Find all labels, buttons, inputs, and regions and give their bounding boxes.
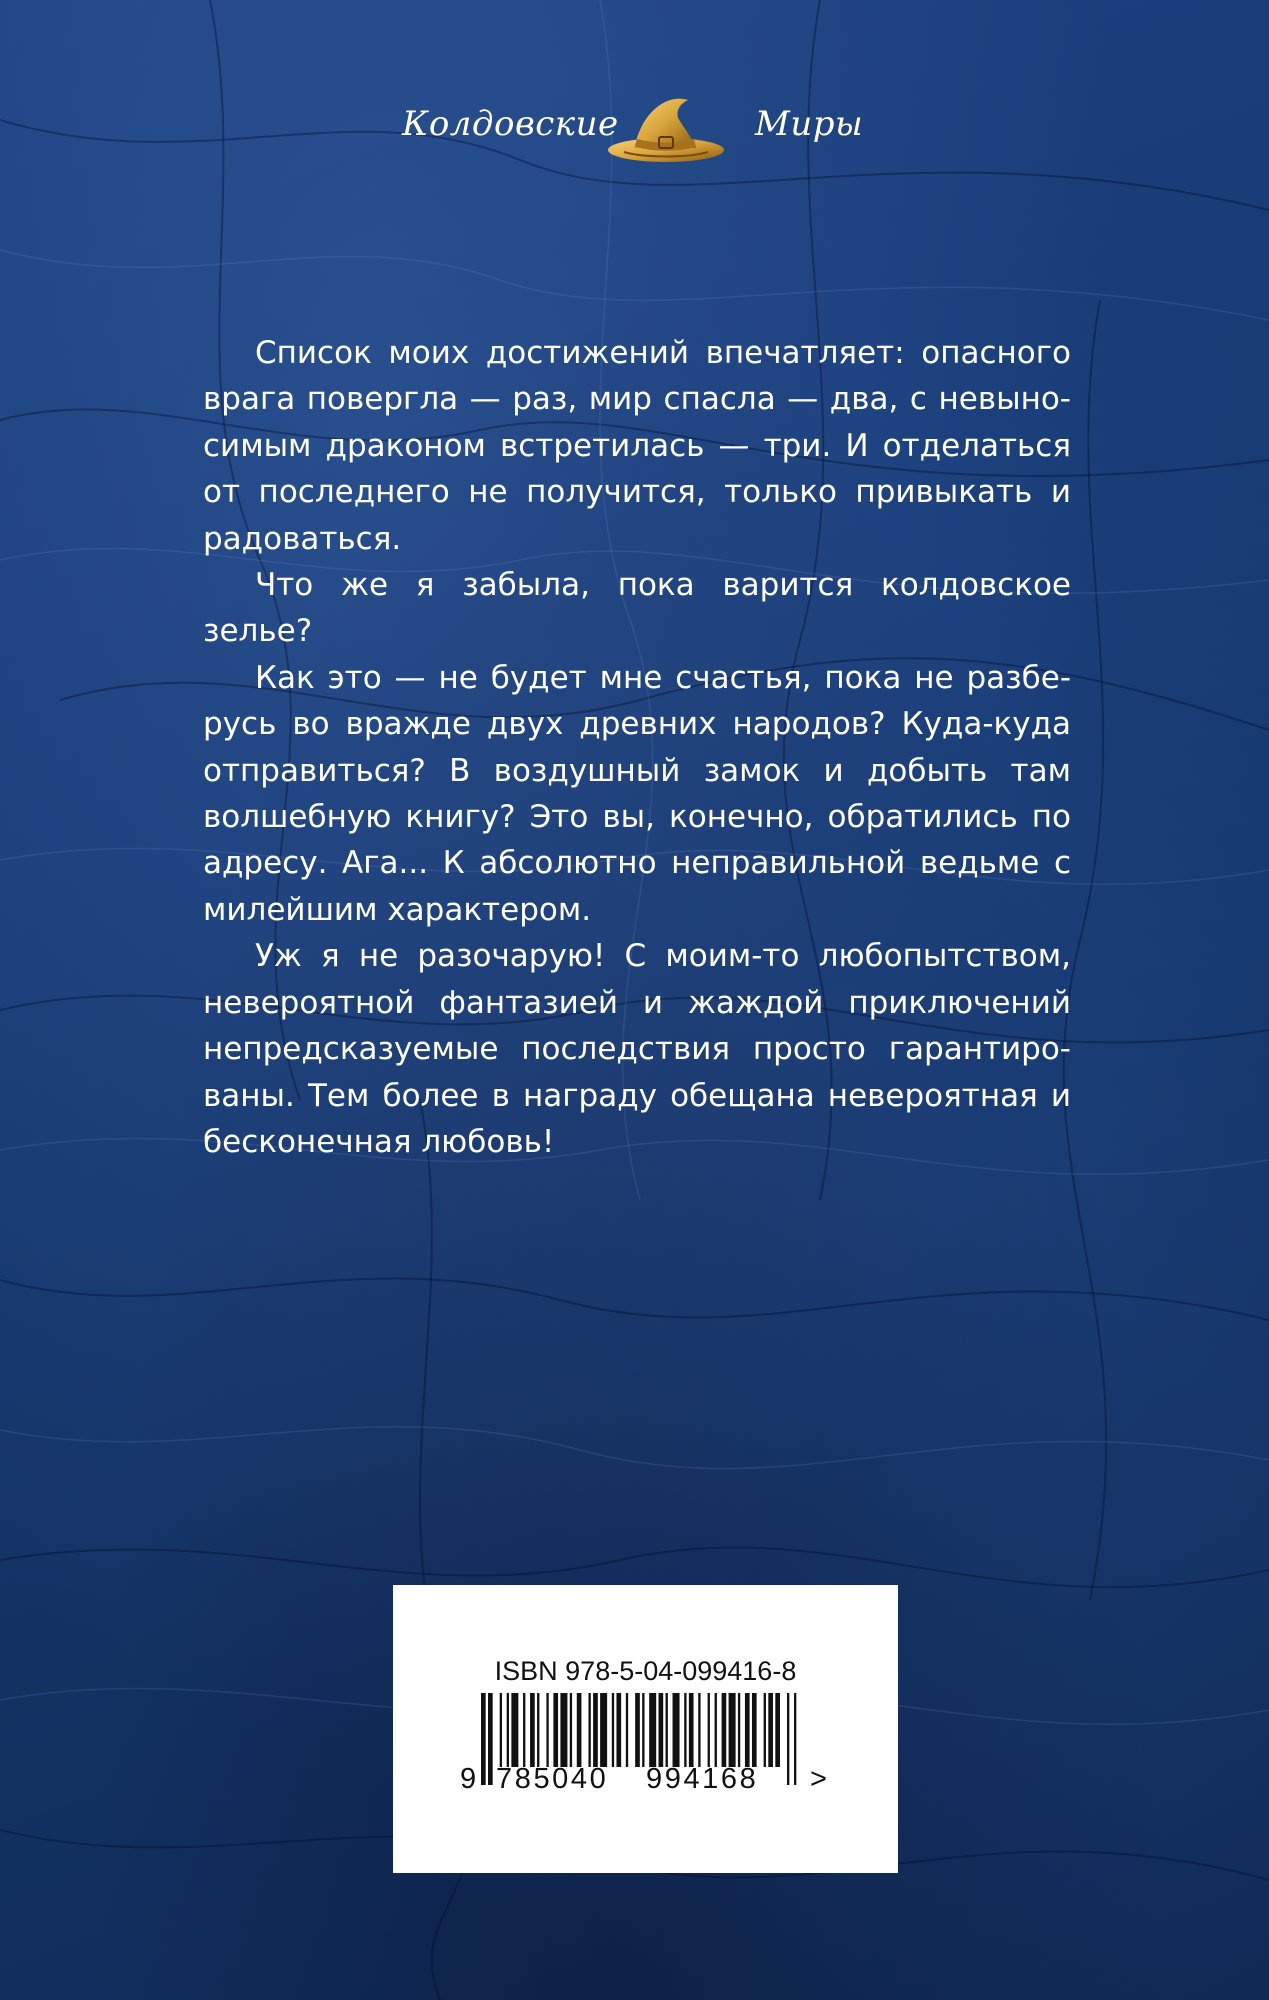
barcode-bar	[500, 1693, 502, 1767]
barcode-bar	[626, 1693, 628, 1767]
barcode-bar	[642, 1693, 644, 1767]
barcode-bar	[708, 1693, 710, 1767]
barcode-bar	[537, 1693, 539, 1767]
barcode-bar	[488, 1693, 493, 1785]
barcode-bar	[530, 1693, 535, 1767]
blurb-paragraph: Уж я не разочарую! С моим-то любопытством, невероятной фантазией и жаждой приключений непредсказуемые последствия просто гарантиро-ваны. Тем более в награду обещана невероятная и бесконечная любовь!	[203, 938, 1071, 1160]
barcode-bar	[764, 1693, 766, 1767]
barcode-bar	[684, 1693, 686, 1767]
series-name-right: Миры	[755, 104, 864, 144]
barcode-bar	[775, 1693, 780, 1767]
barcode-bar	[616, 1693, 621, 1767]
barcode-panel	[393, 1585, 898, 1873]
barcode-bar	[649, 1693, 656, 1767]
barcode-bar	[600, 1693, 607, 1767]
barcode-bar	[666, 1693, 668, 1767]
isbn-label: ISBN 978-5-04-099416-8	[494, 1656, 797, 1686]
barcode-bar	[523, 1693, 525, 1767]
barcode-bar	[659, 1693, 664, 1767]
barcode-bar	[511, 1693, 518, 1767]
barcode-bar	[768, 1693, 773, 1767]
barcode-bar	[689, 1693, 694, 1767]
barcode-bar	[570, 1693, 572, 1767]
barcode-bar	[577, 1693, 582, 1767]
blurb-paragraph: Что же я забыла, пока варится колдовское зелье?	[203, 567, 1071, 650]
barcode-bar	[560, 1693, 567, 1767]
barcode-bar	[612, 1693, 614, 1767]
barcode-bar	[745, 1693, 750, 1767]
barcode-digits-left: 785040	[496, 1763, 609, 1795]
barcode-bar	[507, 1693, 509, 1767]
barcode-bar	[546, 1693, 548, 1767]
barcode-bar	[593, 1693, 598, 1767]
series-name-left: Колдовские	[402, 104, 619, 144]
barcode-bar	[787, 1693, 789, 1785]
barcode-bar	[729, 1693, 736, 1767]
series-logo	[0, 92, 1269, 162]
barcode-bar	[481, 1693, 486, 1785]
barcode-bar	[673, 1693, 680, 1767]
barcode-arrow: >	[810, 1763, 827, 1795]
barcode-bar	[588, 1693, 590, 1767]
barcode-bar	[635, 1693, 640, 1767]
blurb-text	[203, 330, 1071, 1165]
barcode-bar	[738, 1693, 740, 1767]
barcode-bar	[794, 1693, 796, 1785]
barcode-bar	[698, 1693, 700, 1767]
barcode-bar	[715, 1693, 717, 1767]
barcode-bar	[752, 1693, 757, 1767]
blurb-paragraph: Список моих достижений впечатляет: опасного врага повергла — раз, мир спасла — два, с невыно-симым драконом встретилась — три. И отделаться от последнего не получится, только привыкать и радоваться.	[203, 335, 1071, 557]
blurb-paragraph: Как это — не будет мне счастья, пока не разбе-русь во вражде двух древних народов? Куда-куда отправиться? В воздушный замок и добыть там волшебную книгу? Это вы, конечно, обратились по адресу. Ага... К абсолютно неправильной ведьме с милейшим характером.	[203, 659, 1071, 928]
witch-hat-icon	[604, 92, 728, 164]
barcode-bar	[722, 1693, 727, 1767]
barcode-digit-first: 9	[460, 1763, 477, 1795]
barcode-bar	[553, 1693, 558, 1767]
barcode-digits-right: 994168	[646, 1763, 759, 1795]
